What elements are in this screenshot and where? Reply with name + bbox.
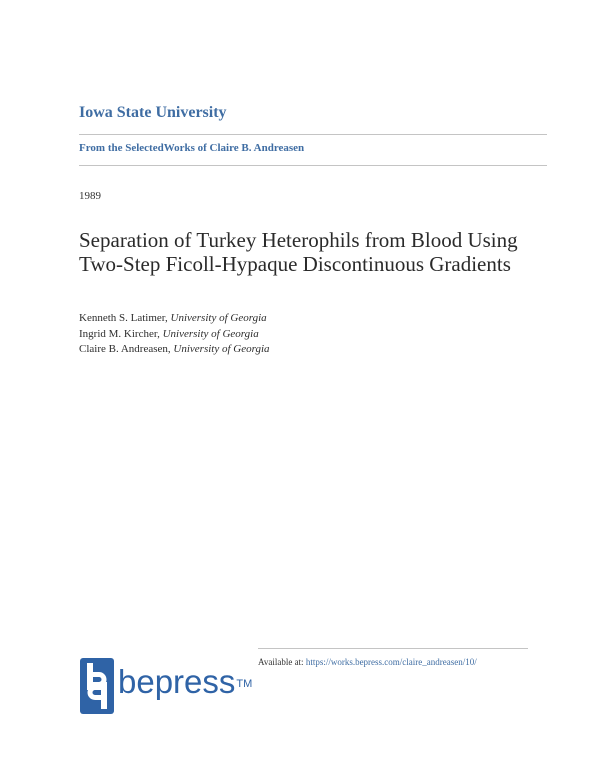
author-name: Claire B. Andreasen, xyxy=(79,343,174,355)
author-entry xyxy=(79,311,270,327)
author-name: Ingrid M. Kircher, xyxy=(79,327,163,340)
availability-note xyxy=(258,657,477,667)
available-label: Available at: xyxy=(258,657,306,667)
author-entry xyxy=(79,342,270,358)
author-list xyxy=(79,311,270,358)
bepress-logo[interactable] xyxy=(80,656,260,714)
document-title: Separation of Turkey Heterophils from Blood Using Two-Step Ficoll-Hypaque Discontinuous Gradients xyxy=(79,228,518,276)
author-affiliation: University of Georgia xyxy=(162,327,259,340)
available-url-link[interactable]: https://works.bepress.com/claire_andreasen/10/ xyxy=(305,657,477,667)
author-name: Kenneth S. Latimer, xyxy=(79,312,171,324)
author-entry xyxy=(79,327,270,343)
author-affiliation: University of Georgia xyxy=(170,312,267,324)
bepress-wordmark-text: bepress xyxy=(118,663,236,700)
author-affiliation: University of Georgia xyxy=(173,343,270,355)
footer-rule xyxy=(258,648,528,649)
publication-year: 1989 xyxy=(79,190,101,202)
institution-name[interactable]: Iowa State University xyxy=(79,104,227,121)
bepress-wordmark xyxy=(118,664,252,700)
header-rule-bottom xyxy=(79,165,547,166)
selectedworks-series[interactable]: From the SelectedWorks of Claire B. Andreasen xyxy=(79,142,305,154)
trademark-symbol: TM xyxy=(236,678,253,690)
header-rule-top xyxy=(79,134,547,135)
bepress-logo-icon xyxy=(80,658,114,714)
